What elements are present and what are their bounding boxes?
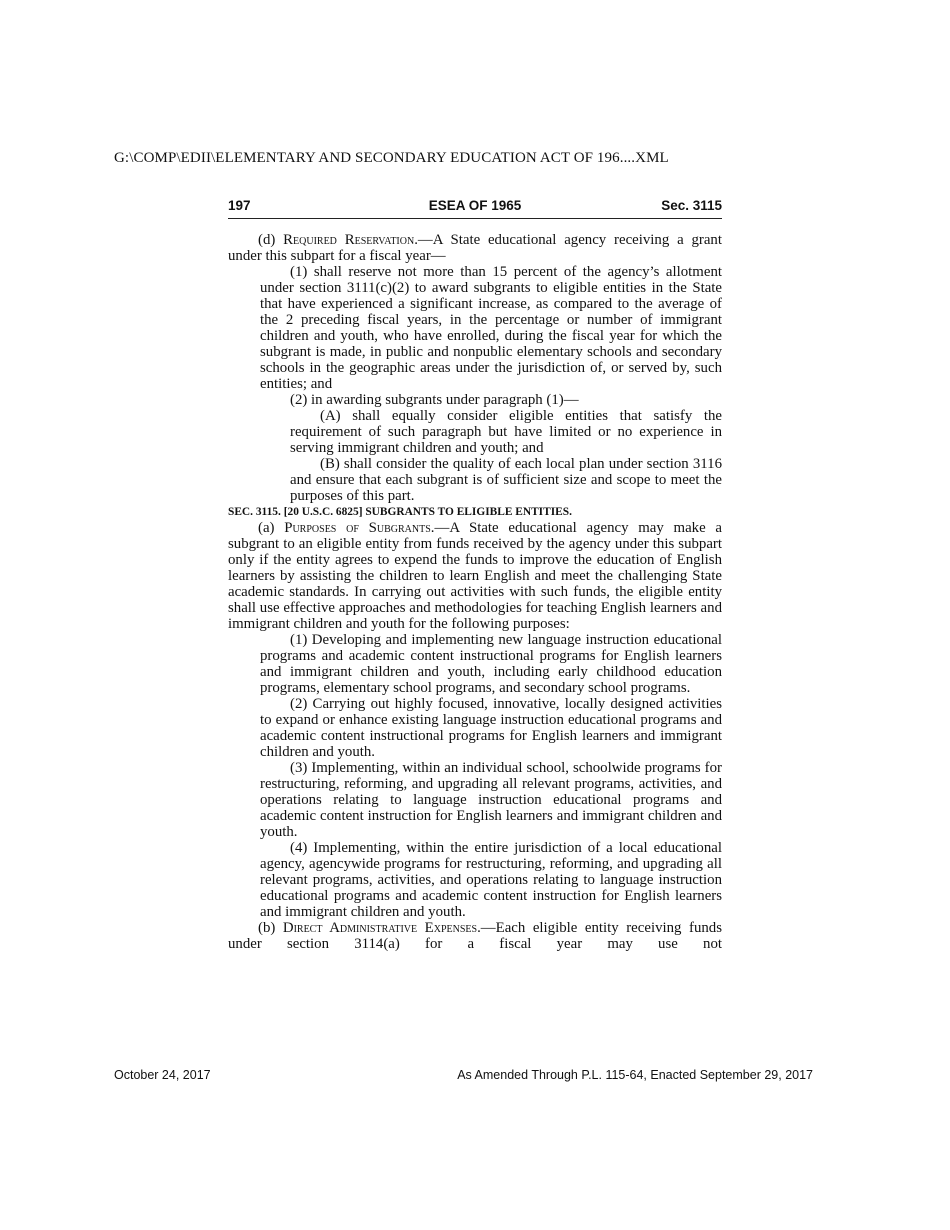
- paragraph-a: [228, 520, 722, 632]
- paragraph-d-heading: Required Reservation: [283, 232, 415, 248]
- file-path: G:\COMP\EDII\ELEMENTARY AND SECONDARY EDUCATION ACT OF 196....XML: [114, 150, 669, 166]
- paragraph-b-heading: Direct Administrative Expenses: [282, 920, 478, 936]
- paragraph-a4: (4) Implementing, within the entire jurisdiction of a local educational agency, agencywide programs for restructuring, reforming, and upgrading all relevant programs, activities, and operations relating to language instruction educational programs and academic content instruction for English learners and immigrant children and youth.: [260, 840, 722, 920]
- page-number: 197: [228, 198, 251, 213]
- paragraph-a2: (2) Carrying out highly focused, innovative, locally designed activities to expand or enhance existing language instruction educational programs and academic content instructional programs for English learners and immigrant children and youth.: [260, 696, 722, 760]
- footer-amended-note: As Amended Through P.L. 115-64, Enacted September 29, 2017: [457, 1068, 813, 1082]
- paragraph-a3: (3) Implementing, within an individual school, schoolwide programs for restructuring, reforming, and upgrading all relevant programs, activities, and operations relating to language instruction educational programs and academic content instruction for English learners and immigrant children and youth.: [260, 760, 722, 840]
- footer-date: October 24, 2017: [114, 1068, 211, 1082]
- running-header: [228, 198, 722, 219]
- paragraph-d-label: (d): [258, 232, 284, 248]
- paragraph-b: [228, 920, 722, 952]
- section-label: Sec. 3115: [661, 198, 722, 213]
- document-body: [228, 232, 722, 952]
- paragraph-d1: (1) shall reserve not more than 15 percent of the agency’s allotment under section 3111(c)(2) to award subgrants to eligible entities in the State that have experienced a significant increase, as compared to the average of the 2 preceding fiscal years, in the percentage or number of immigrant children and youth, who have enrolled, during the fiscal year for which the subgrant is made, in public and nonpublic elementary schools and secondary schools in the geographic areas under the jurisdiction of, or served by, such entities; and: [260, 264, 722, 392]
- paragraph-b-body: .—Each eligible entity receiving funds under section 3114(a) for a fiscal year may use not: [228, 920, 722, 952]
- paragraph-d2: (2) in awarding subgrants under paragraph (1)—: [290, 392, 579, 408]
- paragraph-d2a: (A) shall equally consider eligible entities that satisfy the requirement of such paragraph but have limited or no experience in serving immigrant children and youth; and: [290, 408, 722, 456]
- paragraph-a-heading: Purposes of Subgrants: [284, 520, 431, 536]
- paragraph-d-body: .—A State educational agency receiving a grant under this subpart for a fiscal year—: [228, 232, 722, 264]
- paragraph-d: [228, 232, 722, 264]
- section-heading: SEC. 3115. [20 U.S.C. 6825] SUBGRANTS TO ELIGIBLE ENTITIES.: [228, 506, 572, 518]
- paragraph-a1: (1) Developing and implementing new language instruction educational programs and academic content instructional programs for English learners and immigrant children and youth, including early childhood education programs, elementary school programs, and secondary school programs.: [260, 632, 722, 696]
- paragraph-a-label: (a): [258, 520, 285, 536]
- act-title: ESEA OF 1965: [428, 198, 522, 213]
- paragraph-a-body: .—A State educational agency may make a subgrant to an eligible entity from funds received by the agency under this subpart only if the entity agrees to expend the funds to improve the education of English learners by assisting the children to learn English and meet the challenging State academic standards. In carrying out activities with such funds, the eligible entity shall use effective approaches and methodologies for teaching English learners and immigrant children and youth for the following purposes:: [228, 520, 722, 632]
- paragraph-b-label: (b): [258, 920, 283, 936]
- paragraph-d2b: (B) shall consider the quality of each local plan under section 3116 and ensure that each subgrant is of sufficient size and scope to meet the purposes of this part.: [290, 456, 722, 504]
